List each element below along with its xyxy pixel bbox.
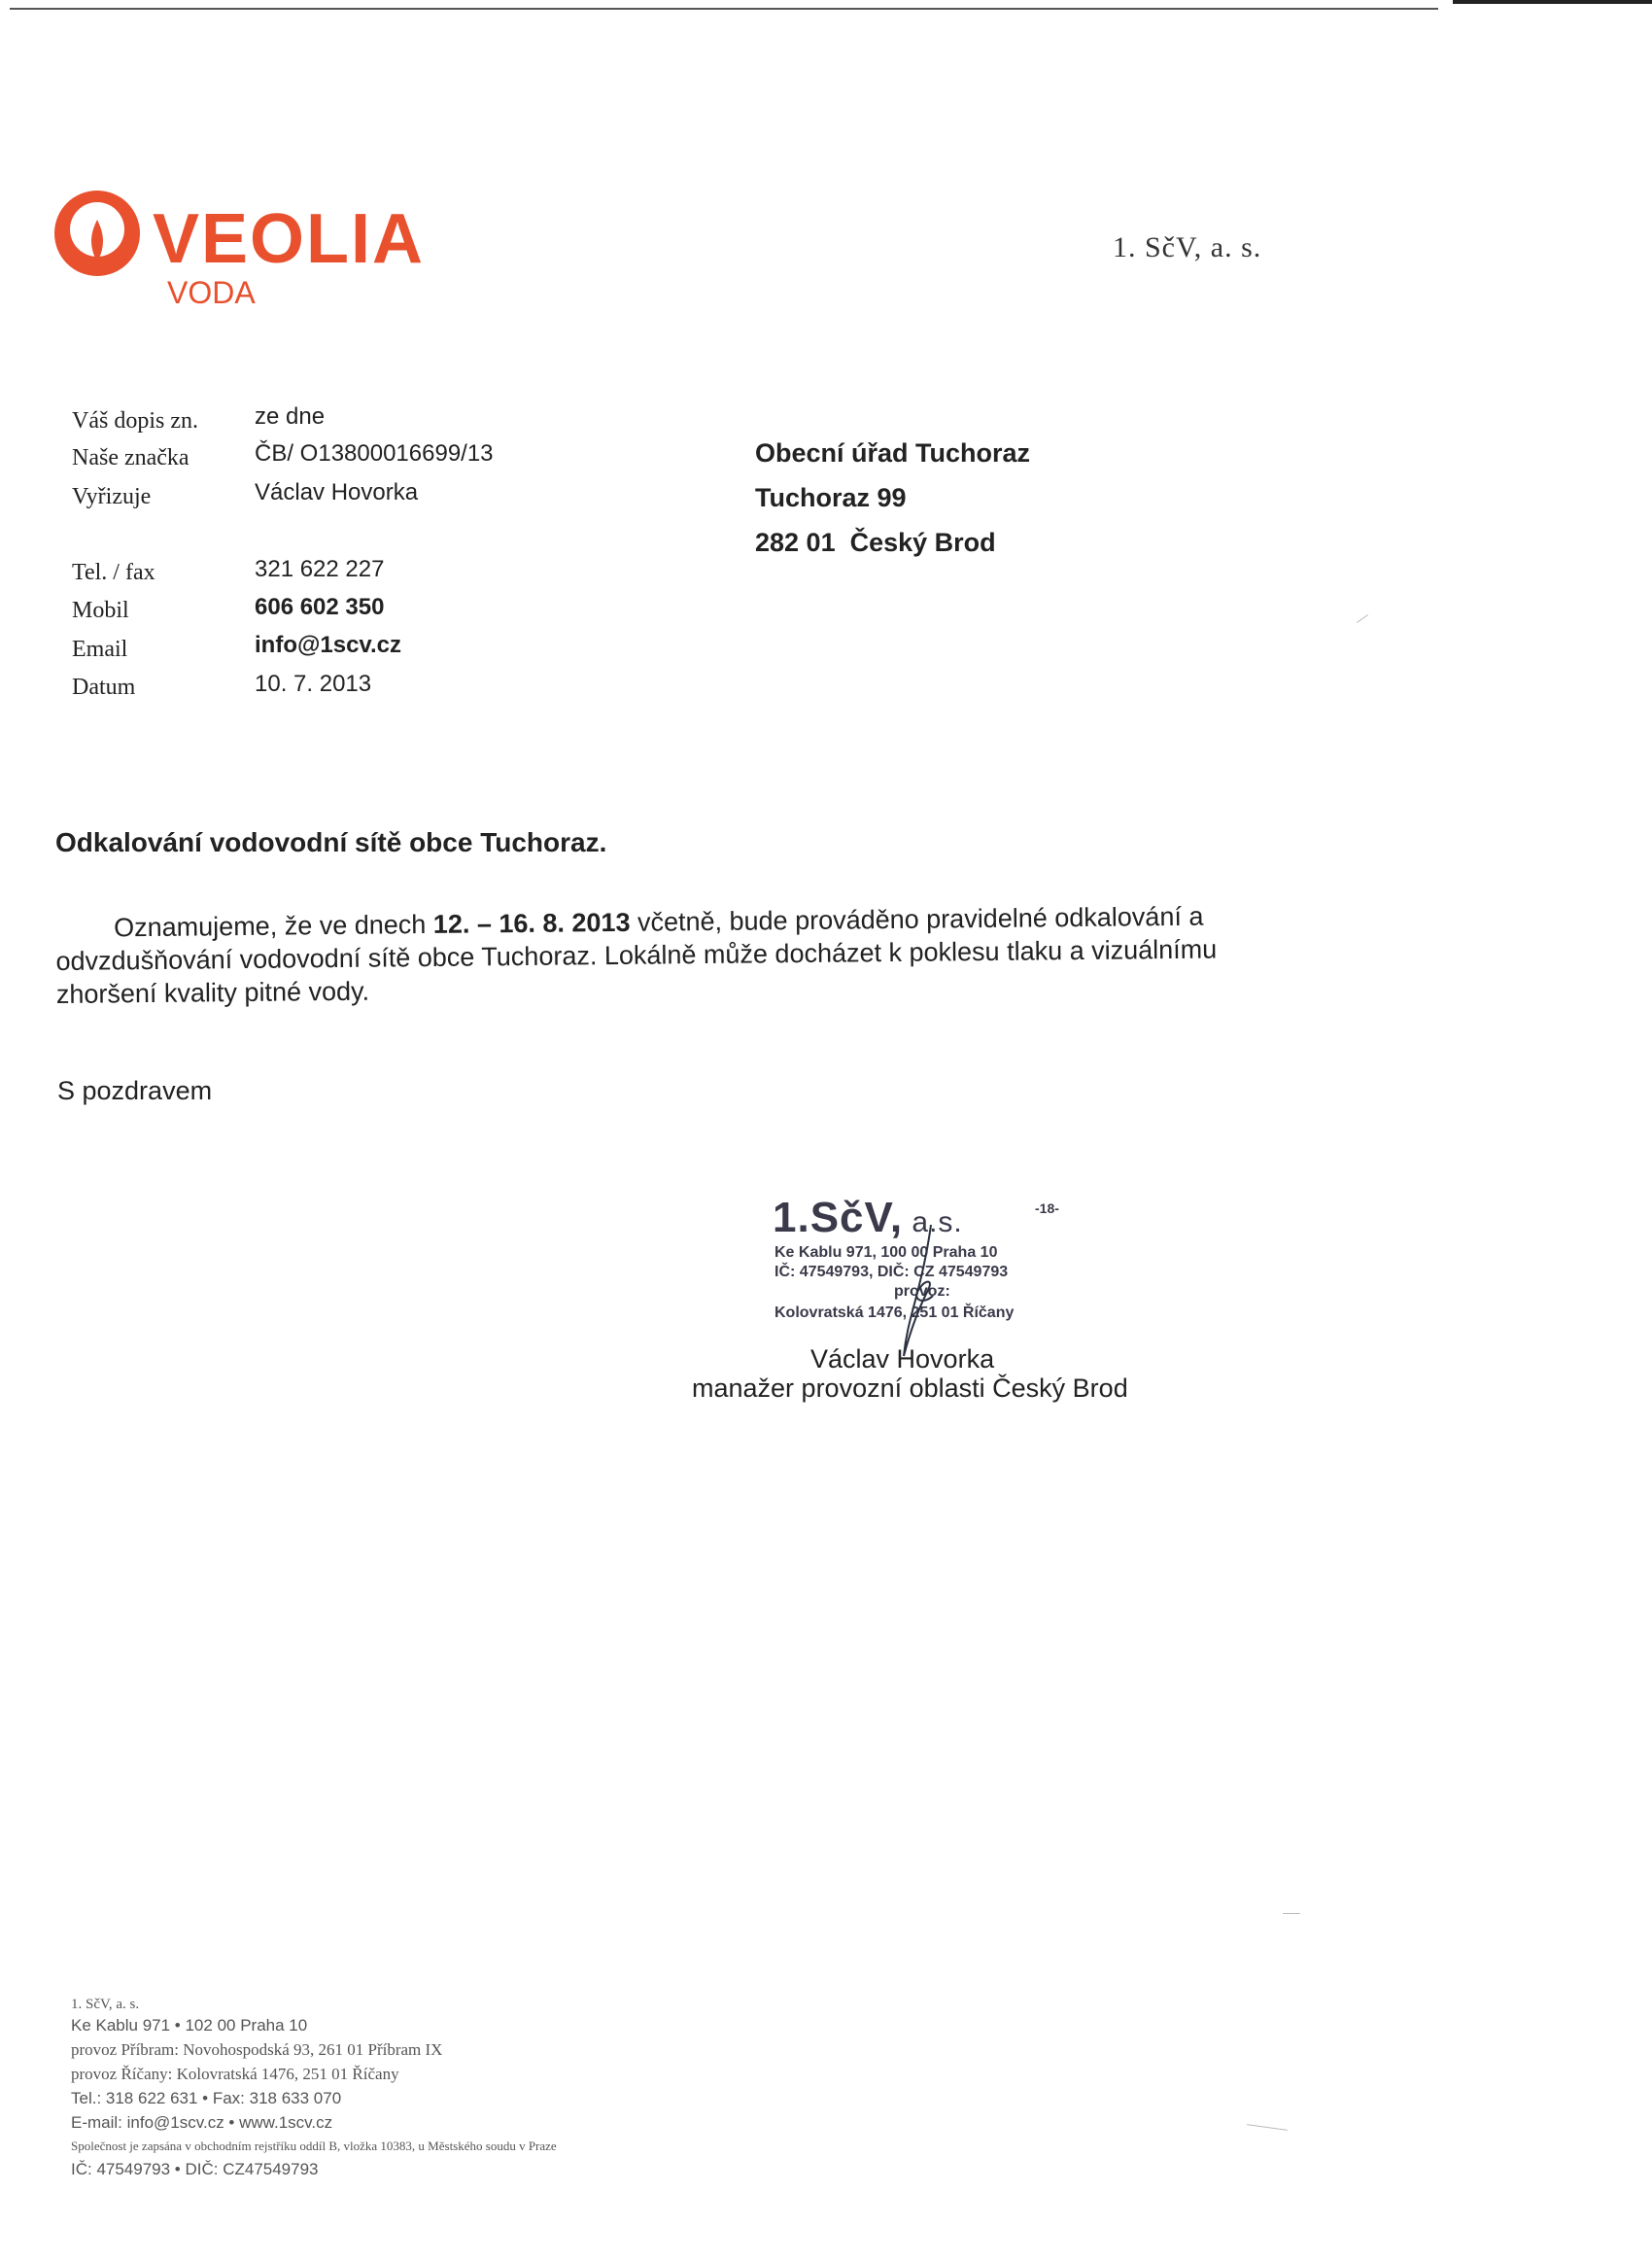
greeting: S pozdravem — [57, 1076, 213, 1105]
body-paragraph — [55, 899, 1281, 1011]
footer-register: Společnost je zapsána v obchodním rejstříku oddíl B, vložka 10383, u Městského soudu v Praze — [71, 2139, 557, 2153]
footer-tel-fax: Tel.: 318 622 631 • Fax: 318 633 070 — [71, 2089, 342, 2107]
ref-value-handler: Václav Hovorka — [255, 479, 419, 505]
recipient-line2: Tuchoraz 99 — [755, 483, 907, 512]
ref-label-date: Datum — [72, 675, 136, 700]
top-scan-line — [10, 8, 1438, 10]
footer-address: Ke Kablu 971 • 102 00 Praha 10 — [71, 2016, 308, 2035]
veolia-logo — [49, 185, 457, 311]
ref-value-tel: 321 622 227 — [255, 556, 385, 582]
recipient-line3: 282 01 Český Brod — [755, 528, 996, 557]
signer-name: Václav Hovorka — [810, 1344, 995, 1374]
top-scan-edge — [1453, 0, 1652, 4]
body-part2: včetně, bude prováděno pravidelné odkalování a — [630, 901, 1204, 937]
body-part1: Oznamujeme, že ve dnech — [114, 909, 433, 943]
brand-sub: VODA — [167, 275, 256, 310]
ref-label-your-letter: Váš dopis zn. — [72, 408, 198, 434]
brand-name: VEOLIA — [153, 200, 426, 278]
footer-ids: IČ: 47549793 • DIČ: CZ47549793 — [71, 2160, 319, 2178]
scan-speck — [1357, 614, 1368, 623]
footer-email-web: E-mail: info@1scv.cz • www.1scv.cz — [71, 2113, 333, 2132]
ref-value-our-ref: ČB/ O13800016699/13 — [255, 440, 494, 467]
body-line3: zhoršení kvality pitné vody. — [55, 976, 370, 1009]
footer-company: 1. SčV, a. s. — [71, 1997, 140, 2012]
body-dates: 12. – 16. 8. 2013 — [432, 907, 631, 939]
ref-value-mobile: 606 602 350 — [255, 594, 385, 620]
ref-value-date: 10. 7. 2013 — [255, 671, 372, 697]
ref-label-our-ref: Naše značka — [72, 445, 189, 470]
ref-label-email: Email — [72, 637, 128, 662]
body-line2: odvzdušňování vodovodní sítě obce Tuchoraz. Lokálně může docházet k poklesu tlaku a vizuálnímu — [55, 934, 1218, 976]
stamp-number: -18- — [1035, 1200, 1059, 1216]
stamp-title-main: 1.SčV, — [773, 1194, 904, 1241]
footer-provoz-ricany: provoz Říčany: Kolovratská 1476, 251 01 Říčany — [71, 2065, 399, 2083]
ref-label-handler: Vyřizuje — [72, 484, 152, 509]
ref-label-mobile: Mobil — [72, 598, 129, 623]
stamp-line1: Ke Kablu 971, 100 00 Praha 10 — [774, 1244, 998, 1261]
company-header: 1. SčV, a. s. — [1113, 231, 1262, 263]
stamp-line4: Kolovratská 1476, 251 01 Říčany — [774, 1304, 1015, 1321]
ref-value-your-letter: ze dne — [255, 403, 326, 430]
stamp-line3: provoz: — [894, 1283, 950, 1300]
subject: Odkalování vodovodní sítě obce Tuchoraz. — [55, 827, 607, 857]
indent — [55, 936, 114, 937]
footer-provoz-pribram: provoz Příbram: Novohospodská 93, 261 01 Příbram IX — [71, 2040, 443, 2059]
scan-speck — [1247, 2124, 1288, 2131]
ref-value-email: info@1scv.cz — [255, 632, 402, 658]
stamp-title-suffix: a.s. — [903, 1206, 963, 1238]
stamp-line2: IČ: 47549793, DIČ: CZ 47549793 — [774, 1264, 1009, 1280]
signer-title: manažer provozní oblasti Český Brod — [692, 1374, 1128, 1403]
recipient-line1: Obecní úřad Tuchoraz — [755, 438, 1031, 468]
scan-speck — [1283, 1913, 1300, 1914]
ref-label-tel: Tel. / fax — [72, 560, 155, 585]
